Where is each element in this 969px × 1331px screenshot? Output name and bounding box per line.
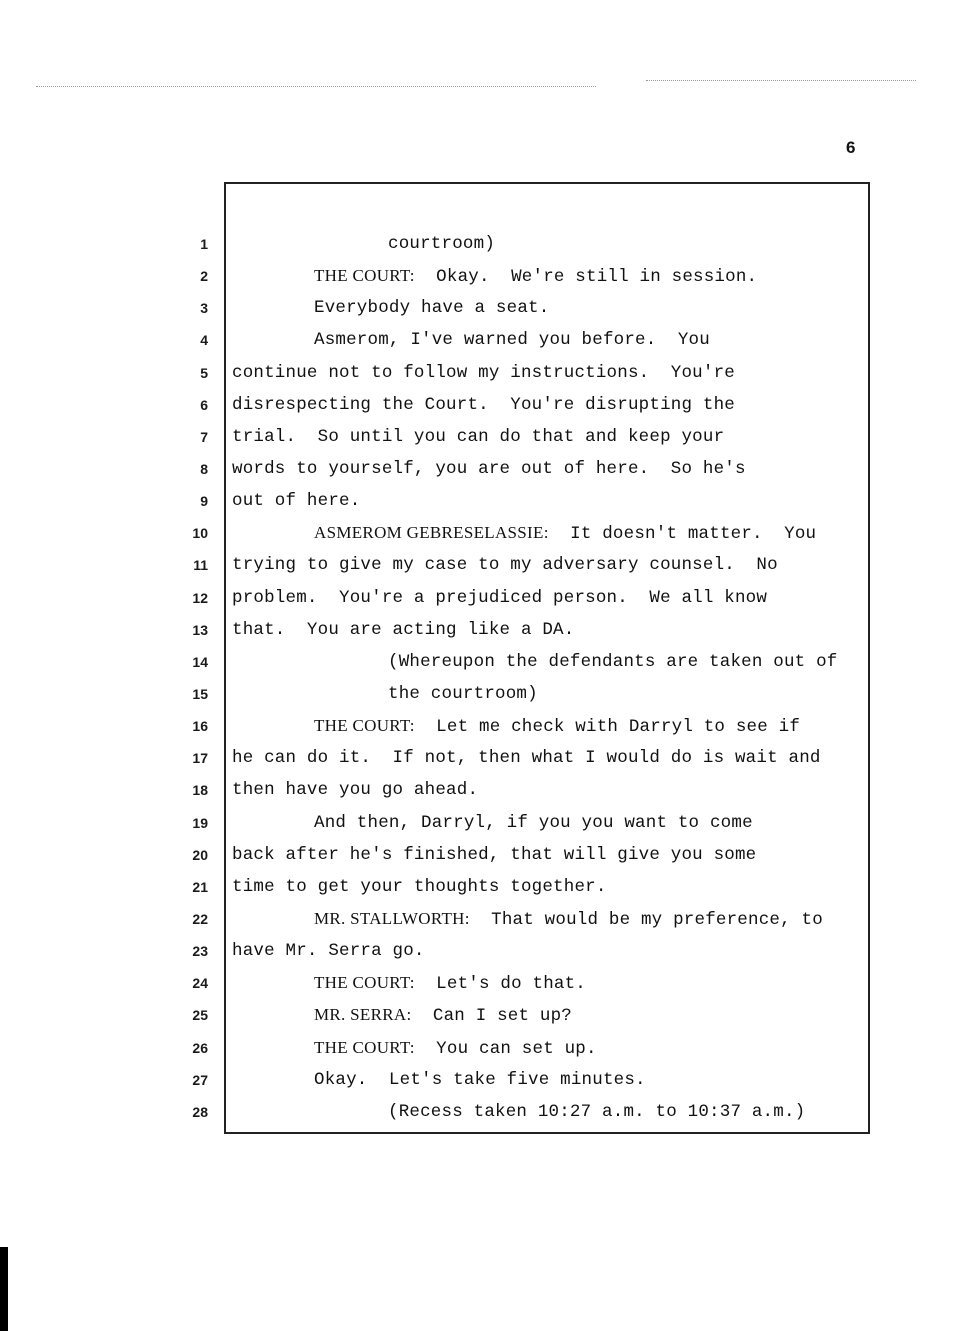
transcript-line [232, 393, 868, 425]
line-number: 2 [200, 268, 208, 285]
line-text: And then, Darryl, if you you want to come [314, 812, 753, 833]
line-text: Let's do that. [414, 974, 587, 995]
line-text: Everybody have a seat. [314, 298, 550, 319]
line-text: out of here. [232, 491, 361, 512]
line-number: 21 [192, 878, 208, 895]
transcript-line [232, 489, 868, 521]
line-number: 25 [192, 1007, 208, 1024]
line-text: (Recess taken 10:27 a.m. to 10:37 a.m.) [388, 1101, 806, 1122]
transcript-line [232, 811, 868, 843]
line-text: Okay. We're still in session. [414, 267, 758, 288]
transcript-line [232, 1003, 868, 1035]
line-number: 19 [192, 814, 208, 831]
line-number: 15 [192, 685, 208, 702]
transcript-line [232, 264, 868, 296]
transcript-line [232, 971, 868, 1003]
transcript-line [232, 553, 868, 585]
line-number: 8 [200, 460, 208, 477]
line-number: 6 [200, 396, 208, 413]
transcript-line [232, 1036, 868, 1068]
line-text: (Whereupon the defendants are taken out of [388, 651, 838, 672]
line-number: 23 [192, 943, 208, 960]
line-text: Okay. Let's take five minutes. [314, 1069, 646, 1090]
scan-edge-mark [0, 1247, 8, 1331]
line-number: 11 [193, 557, 208, 574]
line-text: Asmerom, I've warned you before. You [314, 330, 710, 351]
transcript-line [232, 521, 868, 553]
speaker-label: MR. SERRA: [314, 1005, 412, 1025]
transcript-line [232, 586, 868, 618]
transcript-line [232, 650, 868, 682]
line-text: trying to give my case to my adversary counsel. No [232, 555, 778, 576]
transcript-line [232, 296, 868, 328]
transcript-body [232, 232, 868, 1132]
line-number: 24 [192, 975, 208, 992]
line-text: It doesn't matter. You [548, 524, 817, 545]
line-text: disrespecting the Court. You're disrupting the [232, 394, 735, 415]
line-text: continue not to follow my instructions. You're [232, 362, 735, 383]
line-text: the courtroom) [388, 683, 538, 704]
line-number: 9 [200, 493, 208, 510]
line-text: Let me check with Darryl to see if [414, 717, 801, 738]
line-number: 22 [192, 910, 208, 927]
line-number: 5 [200, 364, 208, 381]
speaker-label: THE COURT: [314, 716, 415, 736]
line-number-column [160, 232, 208, 1132]
speaker-label: THE COURT: [314, 973, 415, 993]
transcript-line [232, 232, 868, 264]
line-number: 27 [192, 1071, 208, 1088]
line-number: 26 [192, 1039, 208, 1056]
speaker-label: THE COURT: [314, 266, 415, 286]
transcript-line [232, 778, 868, 810]
line-number: 4 [200, 332, 208, 349]
transcript-line [232, 875, 868, 907]
transcript-line [232, 618, 868, 650]
line-number: 3 [200, 300, 208, 317]
line-text: courtroom) [388, 234, 496, 254]
line-text: he can do it. If not, then what I would do is wait and [232, 748, 821, 769]
transcript-line [232, 939, 868, 971]
scan-noise-right [646, 80, 916, 82]
line-number: 12 [192, 589, 208, 606]
line-number: 18 [192, 782, 208, 799]
line-text: problem. You're a prejudiced person. We all know [232, 587, 768, 608]
transcript-line [232, 746, 868, 778]
line-number: 1 [200, 236, 208, 252]
line-text: that. You are acting like a DA. [232, 619, 575, 640]
transcript-line [232, 1068, 868, 1100]
speaker-label: MR. STALLWORTH: [314, 908, 470, 928]
line-number: 17 [192, 750, 208, 767]
transcript-line [232, 1100, 868, 1132]
line-number: 28 [192, 1103, 208, 1120]
scan-noise-left [36, 86, 596, 88]
line-number: 20 [192, 846, 208, 863]
transcript-line [232, 682, 868, 714]
line-text: have Mr. Serra go. [232, 941, 425, 962]
line-number: 13 [192, 621, 208, 638]
line-number: 7 [200, 428, 208, 445]
line-text: time to get your thoughts together. [232, 876, 607, 897]
line-text: trial. So until you can do that and keep your [232, 426, 725, 447]
line-number: 10 [192, 525, 208, 542]
line-number: 16 [192, 718, 208, 735]
speaker-label: ASMEROM GEBRESELASSIE: [314, 523, 549, 543]
transcript-line [232, 361, 868, 393]
transcript-line [232, 843, 868, 875]
transcript-line [232, 714, 868, 746]
line-text: back after he's finished, that will give you some [232, 844, 757, 865]
line-text: That would be my preference, to [469, 909, 823, 930]
transcript-line [232, 907, 868, 939]
line-text: words to yourself, you are out of here. So he's [232, 458, 746, 479]
transcript-line [232, 328, 868, 360]
line-text: You can set up. [414, 1038, 597, 1059]
line-text: then have you go ahead. [232, 780, 479, 801]
transcript-line [232, 425, 868, 457]
page-number: 6 [846, 138, 856, 157]
transcript-line [232, 457, 868, 489]
line-text: Can I set up? [411, 1006, 573, 1027]
line-number: 14 [192, 653, 208, 670]
speaker-label: THE COURT: [314, 1037, 415, 1057]
